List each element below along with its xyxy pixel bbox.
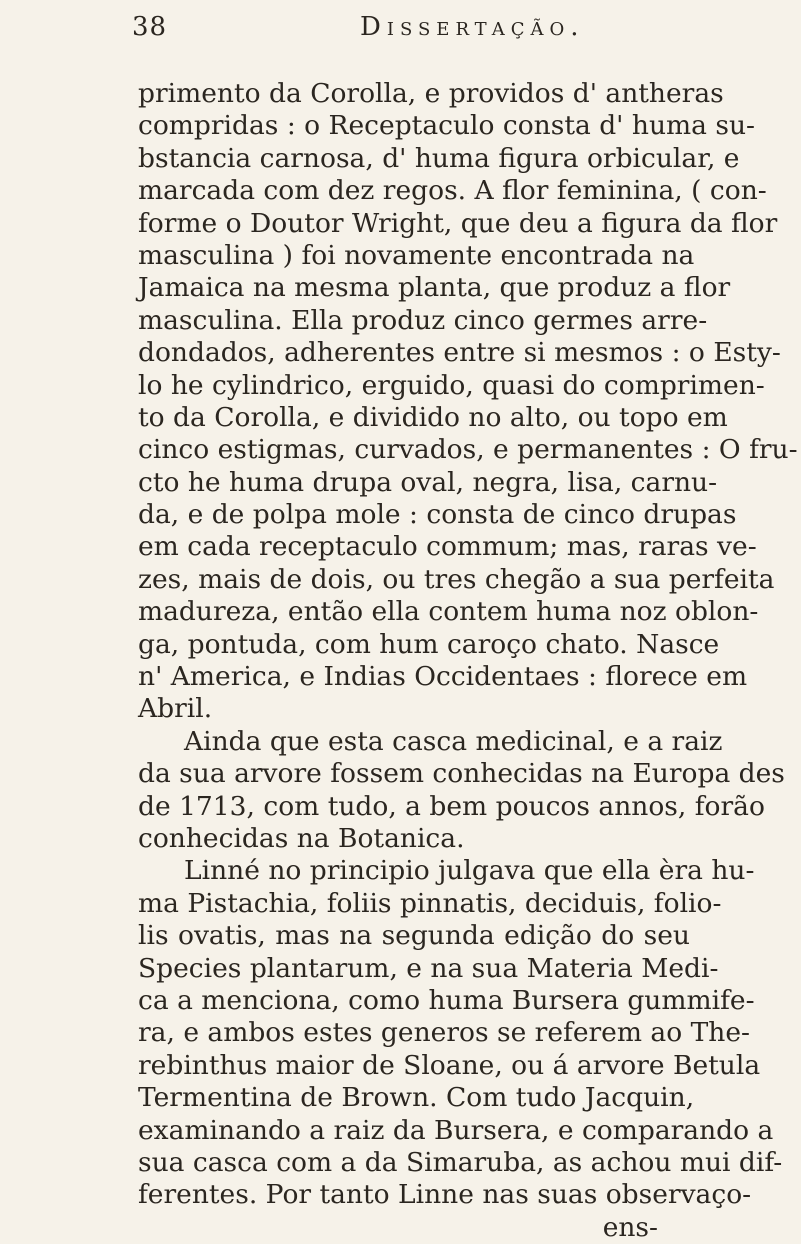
text-line: madureza, então ella contem huma noz oblon- — [138, 596, 759, 628]
text-line: lo he cylindrico, erguido, quasi do comprimen- — [138, 369, 765, 401]
text-line: ca a menciona, como huma Bursera gummife- — [138, 984, 755, 1016]
text-line: cto he huma drupa oval, negra, lisa, carnu- — [138, 466, 718, 498]
text-line: compridas : o Receptaculo consta d' huma su- — [138, 110, 755, 142]
text-line: Species plantarum, e na sua Materia Medi- — [138, 952, 719, 984]
text-line: to da Corolla, e dividido no alto, ou topo em — [138, 401, 728, 433]
text-line: rebinthus maior de Sloane, ou á arvore Betula — [138, 1049, 761, 1081]
text-line: sua casca com a da Simaruba, as achou mui dif- — [138, 1146, 783, 1178]
text-line: em cada receptaculo commum; mas, raras ve- — [138, 531, 757, 563]
text-line: ga, pontuda, com hum caroço chato. Nasce — [138, 628, 720, 660]
text-line: bstancia carnosa, d' huma figura orbicular, e — [138, 142, 740, 174]
text-line: de 1713, com tudo, a bem poucos annos, forão — [138, 790, 765, 822]
text-line: Abril. — [138, 693, 213, 725]
catchword: ens- — [602, 1211, 658, 1243]
text-line: zes, mais de dois, ou tres chegão a sua perfeita — [138, 563, 775, 595]
text-line: Jamaica na mesma planta, que produz a flor — [138, 272, 731, 304]
text-line: ra, e ambos estes generos se referem ao The- — [138, 1017, 750, 1049]
page-number: 38 — [132, 12, 168, 42]
text-line: Linné no principio julgava que ella èra hu- — [184, 855, 755, 887]
text-line: forme o Doutor Wright, que deu a figura da flor — [138, 207, 778, 239]
text-line: ferentes. Por tanto Linne nas suas observaço- — [138, 1179, 752, 1211]
text-line: examinando a raiz da Bursera, e comparando a — [138, 1114, 774, 1146]
text-line: cinco estigmas, curvados, e permanentes : O fru- — [138, 434, 798, 466]
text-line: n' America, e Indias Occidentaes : florece em — [138, 661, 748, 693]
running-title: Dissertação. — [360, 12, 585, 42]
text-line: lis ovatis, mas na segunda edição do seu — [138, 920, 690, 952]
text-line: masculina. Ella produz cinco germes arre- — [138, 304, 708, 336]
text-line: marcada com dez regos. A flor feminina, ( con- — [138, 175, 767, 207]
text-line: da, e de polpa mole : consta de cinco drupas — [138, 499, 737, 531]
text-line: dondados, adherentes entre si mesmos : o Esty- — [138, 337, 781, 369]
text-line: Termentina de Brown. Com tudo Jacquin, — [138, 1082, 695, 1114]
page-header — [0, 8, 801, 48]
text-line: ma Pistachia, foliis pinnatis, deciduis, folio- — [138, 887, 722, 919]
text-line: masculina ) foi novamente encontrada na — [138, 239, 695, 271]
text-line: primento da Corolla, e providos d' antheras — [138, 78, 724, 109]
text-line: Ainda que esta casca medicinal, e a raiz — [184, 725, 723, 757]
text-line: conhecidas na Botanica. — [138, 822, 465, 854]
text-line: da sua arvore fossem conhecidas na Europa des — [138, 758, 785, 790]
body-text — [138, 78, 798, 1244]
